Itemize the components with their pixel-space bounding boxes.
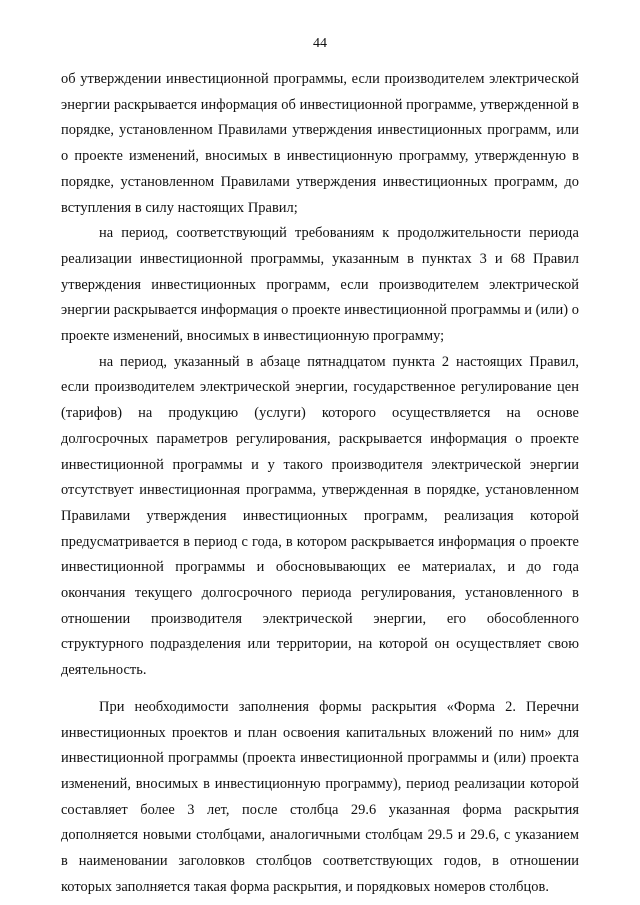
paragraph-form-2-columns: При необходимости заполнения формы раскрытия «Форма 2. Перечни инвестиционных проектов и план освоения капитальных вложений по ним» для инвестиционной программы (проекта инвестиционной программы и (или) проекта изменений, вносимых в инвестиционную программу), период реализации которой составляет более 3 лет, после столбца 29.6 указанная форма раскрытия дополняется новыми столбцами, аналогичными столбцам 29.5 и 29.6, с указанием в наименовании заголовков столбцов соответствующих годов, в отношении которых заполняется такая форма раскрытия, и порядковых номеров столбцов. [61, 698, 579, 895]
paragraph-continuation: об утверждении инвестиционной программы, если производителем электрической энергии раскрывается информация об инвестиционной программе, утвержденной в порядке, установленном Правилами утверждения инвестиционных программ, или о проекте изменений, вносимых в инвестиционную программу, утвержденную в порядке, установленном Правилами утверждения инвестиционных программ, до вступления в силу настоящих Правил; [61, 71, 579, 216]
paragraph-long-term-regulation: на период, указанный в абзаце пятнадцатом пункта 2 настоящих Правил, если производителем электрической энергии, государственное регулирование цен (тарифов) на продукцию (услуги) которого осуществляется на основе долгосрочных параметров регулирования, раскрывается информация о проекте инвестиционной программы и у такого производителя электрической энергии отсутствует инвестиционная программа, утвержденная в порядке, установленном Правилами утверждения инвестиционных программ, реализация которой предусматривается в период с года, в котором раскрывается информация о проекте инвестиционной программы и обосновывающих ее материалах, и до года окончания текущего долгосрочного периода регулирования, установленного в отношении производителя электрической энергии, его обособленного структурного подразделения или территории, на которой он осуществляет свою деятельность. [61, 353, 579, 679]
paragraph-investment-period: на период, соответствующий требованиям к продолжительности периода реализации инвестиционной программы, указанным в пунктах 3 и 68 Правил утверждения инвестиционных программ, если производителем электрической энергии раскрывается информация о проекте инвестиционной программы и (или) о проекте изменений, вносимых в инвестиционную программу; [61, 225, 579, 345]
page-number: 44 [313, 36, 327, 51]
body-text [61, 67, 579, 901]
